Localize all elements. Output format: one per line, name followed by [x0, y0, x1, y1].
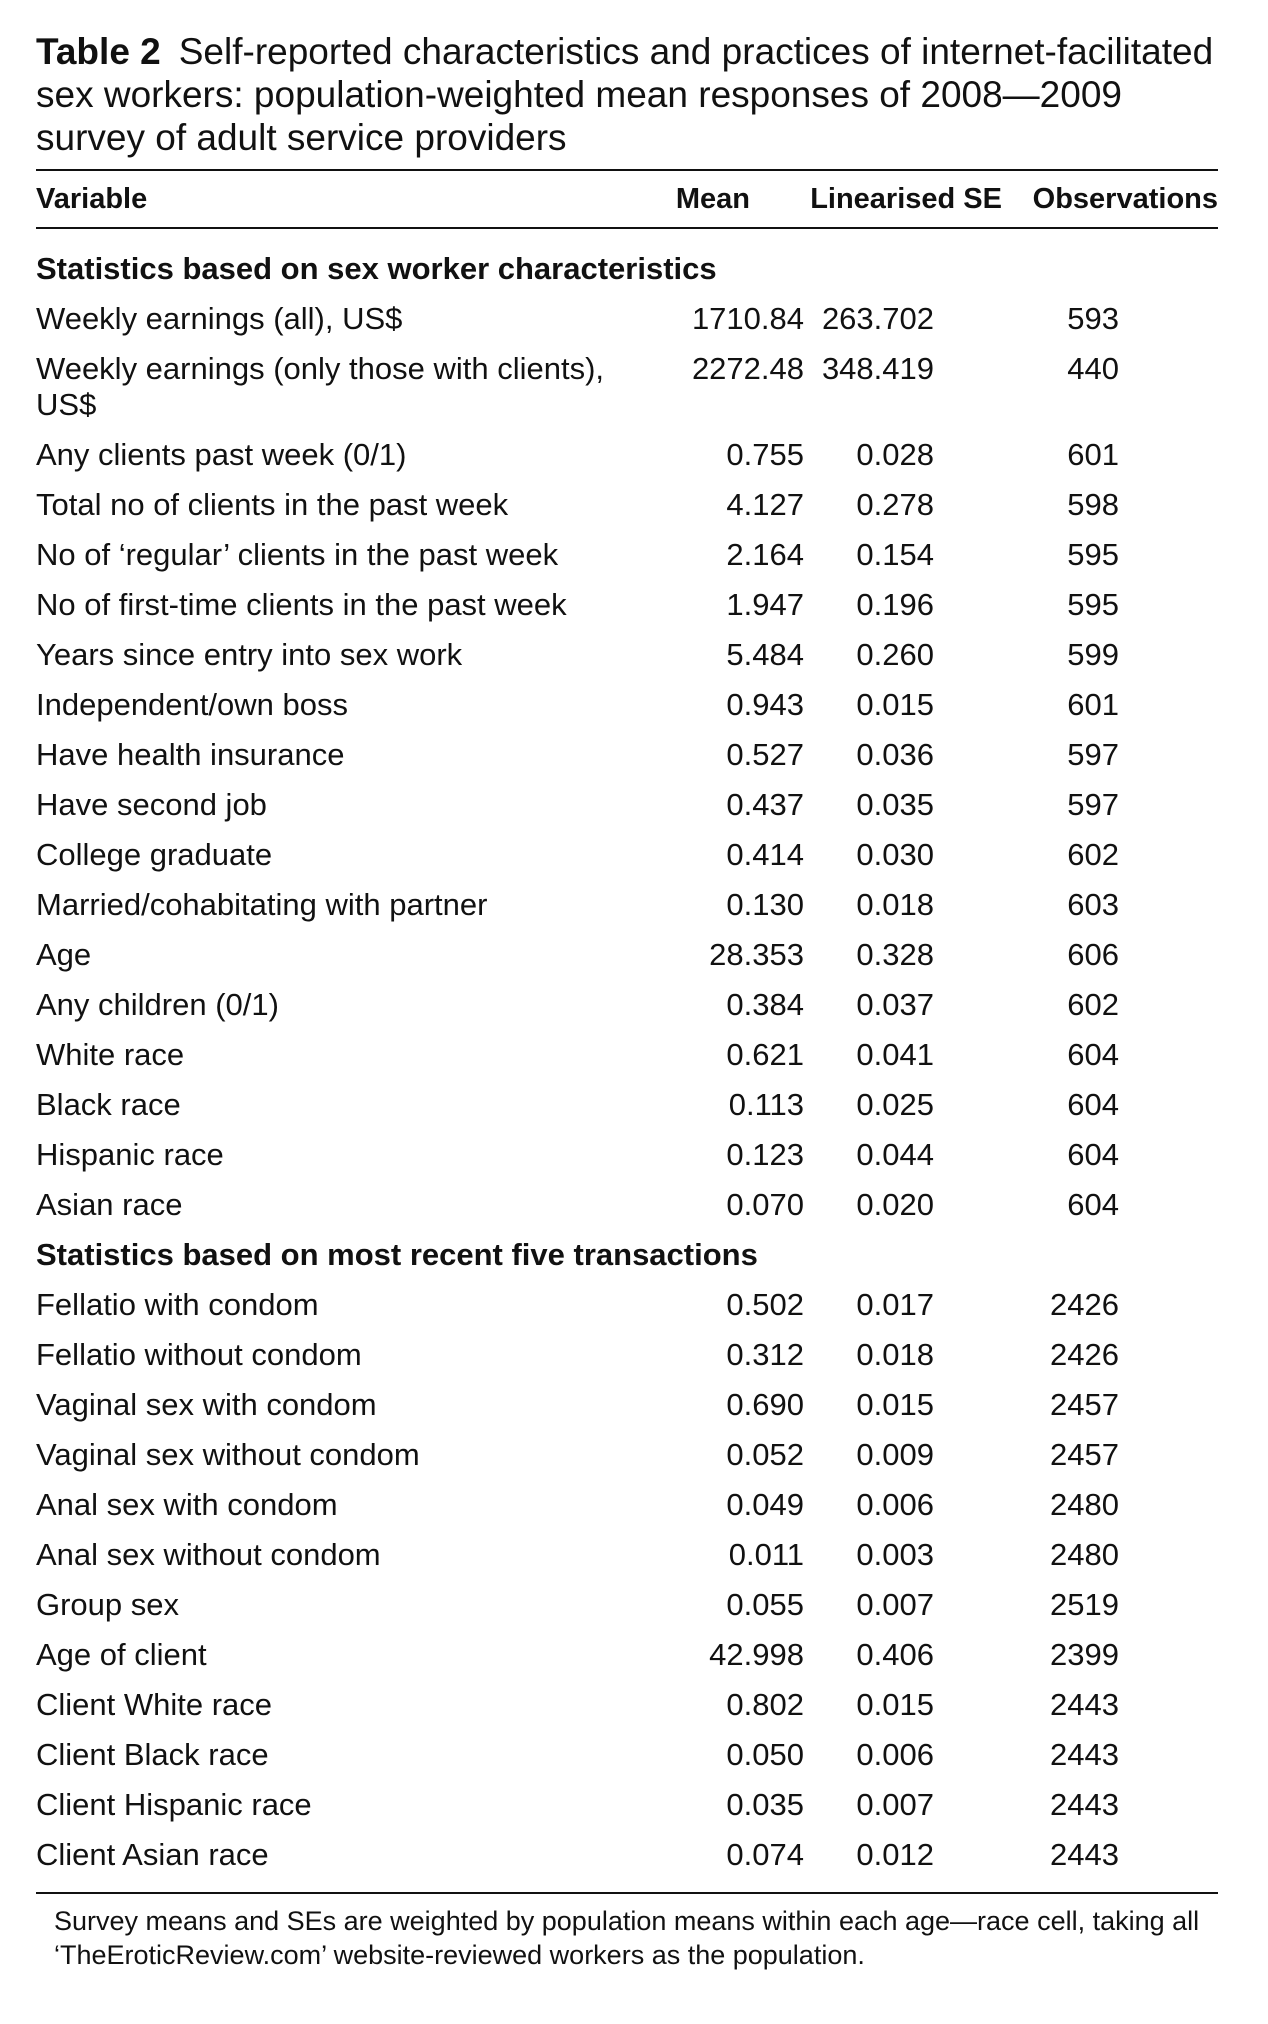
cell-mean: 0.312: [726, 1337, 804, 1372]
table-row: [36, 1730, 1218, 1780]
table-row: [36, 294, 1218, 344]
cell-variable: Married/cohabitating with partner: [36, 887, 488, 922]
cell-se: 0.003: [856, 1537, 934, 1572]
cell-mean: 28.353: [709, 937, 804, 972]
cell-observations: 595: [1067, 587, 1119, 622]
cell-mean: 0.755: [726, 437, 804, 472]
column-header-variable: Variable: [36, 182, 148, 215]
cell-se: 0.041: [856, 1037, 934, 1072]
table-caption: [36, 30, 1218, 159]
cell-variable: Vaginal sex without condom: [36, 1437, 420, 1472]
cell-se: 0.025: [856, 1087, 934, 1122]
cell-mean: 0.690: [726, 1387, 804, 1422]
cell-observations: 2426: [1050, 1337, 1119, 1372]
table-page: [36, 30, 1218, 1972]
cell-variable: Asian race: [36, 1187, 183, 1222]
table-row: [36, 930, 1218, 980]
cell-se: 0.018: [856, 1337, 934, 1372]
cell-mean: 0.052: [726, 1437, 804, 1472]
cell-mean: 0.123: [726, 1137, 804, 1172]
cell-mean: 42.998: [709, 1637, 804, 1672]
table-row: [36, 430, 1218, 480]
cell-variable: Black race: [36, 1087, 181, 1122]
cell-observations: 2443: [1050, 1837, 1119, 1872]
cell-variable: Group sex: [36, 1587, 180, 1622]
table-row: [36, 530, 1218, 580]
cell-variable: Hispanic race: [36, 1137, 224, 1172]
cell-observations: 2480: [1050, 1487, 1119, 1522]
cell-observations: 604: [1067, 1187, 1119, 1222]
cell-se: 0.018: [856, 887, 934, 922]
table-row: [36, 1780, 1218, 1830]
cell-mean: 1.947: [726, 587, 804, 622]
cell-mean: 0.502: [726, 1287, 804, 1322]
cell-mean: 0.113: [728, 1087, 804, 1122]
table-title: Self-reported characteristics and practices of internet-facilitated sex workers: population-weighted mean responses of 2008—2009 survey of adult service providers: [36, 31, 1214, 158]
cell-se: 0.037: [856, 987, 934, 1022]
table-row: [36, 344, 1218, 430]
table-row: [36, 1430, 1218, 1480]
table-row: [36, 1580, 1218, 1630]
cell-se: 0.035: [856, 787, 934, 822]
table-body: [36, 229, 1218, 1880]
cell-observations: 440: [1067, 351, 1119, 386]
cell-se: 0.030: [856, 837, 934, 872]
cell-se: 0.020: [856, 1187, 934, 1222]
table-row: [36, 680, 1218, 730]
table-row: [36, 1030, 1218, 1080]
cell-se: 0.015: [856, 687, 934, 722]
cell-se: 0.009: [856, 1437, 934, 1472]
cell-observations: 2457: [1050, 1437, 1119, 1472]
cell-se: 0.196: [856, 587, 934, 622]
cell-se: 0.006: [856, 1737, 934, 1772]
cell-observations: 604: [1067, 1087, 1119, 1122]
cell-observations: 2519: [1050, 1587, 1119, 1622]
cell-variable: Client White race: [36, 1687, 273, 1722]
cell-variable: No of first-time clients in the past week: [36, 587, 567, 622]
cell-mean: 5.484: [726, 637, 804, 672]
cell-variable: Weekly earnings (all), US$: [36, 301, 403, 336]
cell-observations: 2399: [1050, 1637, 1119, 1672]
cell-mean: 0.070: [726, 1187, 804, 1222]
cell-se: 263.702: [821, 301, 934, 336]
cell-observations: 597: [1067, 737, 1119, 772]
cell-mean: 0.414: [726, 837, 804, 872]
cell-se: 0.328: [856, 937, 934, 972]
table-row: [36, 830, 1218, 880]
table-row: [36, 1280, 1218, 1330]
table-row: [36, 1480, 1218, 1530]
cell-observations: 603: [1067, 887, 1119, 922]
table-row: [36, 1130, 1218, 1180]
cell-variable: Total no of clients in the past week: [36, 487, 509, 522]
section-heading: Statistics based on most recent five transactions: [36, 1237, 758, 1272]
table-row: [36, 1080, 1218, 1130]
cell-mean: 0.074: [726, 1837, 804, 1872]
cell-observations: 604: [1067, 1037, 1119, 1072]
cell-variable: Any children (0/1): [36, 987, 279, 1022]
cell-observations: 602: [1067, 837, 1119, 872]
cell-mean: 0.011: [728, 1537, 804, 1572]
table-row: [36, 980, 1218, 1030]
cell-se: 0.406: [856, 1637, 934, 1672]
cell-mean: 2.164: [726, 537, 804, 572]
cell-se: 348.419: [821, 351, 934, 386]
table-row: [36, 580, 1218, 630]
cell-mean: 4.127: [726, 487, 804, 522]
table-row: [36, 880, 1218, 930]
column-header-se: Linearised SE: [810, 182, 1002, 215]
table-row: [36, 730, 1218, 780]
cell-variable: White race: [36, 1037, 185, 1072]
cell-variable: Independent/own boss: [36, 687, 348, 722]
table-row: [36, 1380, 1218, 1430]
cell-variable: Client Hispanic race: [36, 1787, 312, 1822]
cell-mean: 0.943: [726, 687, 804, 722]
cell-se: 0.260: [856, 637, 934, 672]
cell-variable: Years since entry into sex work: [36, 637, 463, 672]
cell-se: 0.036: [856, 737, 934, 772]
section-heading: Statistics based on sex worker characteristics: [36, 251, 717, 286]
cell-variable: Any clients past week (0/1): [36, 437, 407, 472]
cell-observations: 2443: [1050, 1687, 1119, 1722]
cell-mean: 0.035: [726, 1787, 804, 1822]
column-header-observations: Observations: [1032, 182, 1218, 215]
cell-mean: 0.437: [726, 787, 804, 822]
cell-observations: 593: [1067, 301, 1119, 336]
cell-mean: 0.130: [726, 887, 804, 922]
cell-observations: 604: [1067, 1137, 1119, 1172]
cell-observations: 599: [1067, 637, 1119, 672]
table-header: [36, 171, 1218, 227]
cell-variable: Vaginal sex with condom: [36, 1387, 377, 1422]
table-number: Table 2: [36, 31, 161, 72]
cell-se: 0.007: [856, 1787, 934, 1822]
cell-variable: College graduate: [36, 837, 273, 872]
cell-observations: 602: [1067, 987, 1119, 1022]
cell-observations: 606: [1067, 937, 1119, 972]
table-row: [36, 1630, 1218, 1680]
cell-observations: 597: [1067, 787, 1119, 822]
cell-mean: 2272.48: [691, 351, 804, 386]
cell-observations: 2480: [1050, 1537, 1119, 1572]
table-row: [36, 630, 1218, 680]
table-footnote: Survey means and SEs are weighted by population means within each age—race cell, taking all ‘TheEroticReview.com’ website-reviewed workers as the population.: [54, 1906, 1200, 1970]
cell-variable: Have second job: [36, 787, 267, 822]
table-row: [36, 480, 1218, 530]
cell-observations: 2443: [1050, 1737, 1119, 1772]
cell-observations: 598: [1067, 487, 1119, 522]
cell-se: 0.006: [856, 1487, 934, 1522]
cell-variable: Age of client: [36, 1637, 207, 1672]
cell-mean: 0.049: [726, 1487, 804, 1522]
table-row: [36, 1180, 1218, 1230]
cell-observations: 595: [1067, 537, 1119, 572]
cell-observations: 601: [1067, 687, 1119, 722]
cell-variable: Anal sex with condom: [36, 1487, 338, 1522]
cell-variable: No of ‘regular’ clients in the past week: [36, 537, 559, 572]
cell-mean: 0.802: [726, 1687, 804, 1722]
cell-mean: 0.621: [726, 1037, 804, 1072]
cell-mean: 0.527: [726, 737, 804, 772]
table-row: [36, 780, 1218, 830]
cell-se: 0.015: [856, 1387, 934, 1422]
cell-variable: Weekly earnings (only those with clients), US$: [36, 351, 605, 422]
bottom-rule: [36, 1892, 1218, 1894]
cell-se: 0.044: [856, 1137, 934, 1172]
cell-mean: 0.050: [726, 1737, 804, 1772]
cell-observations: 2443: [1050, 1787, 1119, 1822]
cell-se: 0.015: [856, 1687, 934, 1722]
cell-observations: 2426: [1050, 1287, 1119, 1322]
table-row: [36, 1530, 1218, 1580]
table-row: [36, 1680, 1218, 1730]
table-row: [36, 1330, 1218, 1380]
cell-mean: 1710.84: [691, 301, 804, 336]
cell-observations: 601: [1067, 437, 1119, 472]
cell-se: 0.154: [856, 537, 934, 572]
cell-se: 0.278: [856, 487, 934, 522]
cell-observations: 2457: [1050, 1387, 1119, 1422]
table-row: [36, 1830, 1218, 1880]
cell-mean: 0.055: [726, 1587, 804, 1622]
cell-variable: Age: [36, 937, 92, 972]
cell-se: 0.028: [856, 437, 934, 472]
cell-mean: 0.384: [726, 987, 804, 1022]
cell-se: 0.012: [856, 1837, 934, 1872]
cell-variable: Have health insurance: [36, 737, 345, 772]
cell-variable: Anal sex without condom: [36, 1537, 381, 1572]
cell-variable: Fellatio with condom: [36, 1287, 319, 1322]
cell-variable: Client Asian race: [36, 1837, 269, 1872]
column-header-mean: Mean: [675, 182, 750, 215]
cell-variable: Fellatio without condom: [36, 1337, 362, 1372]
cell-variable: Client Black race: [36, 1737, 269, 1772]
cell-se: 0.017: [856, 1287, 934, 1322]
cell-se: 0.007: [856, 1587, 934, 1622]
